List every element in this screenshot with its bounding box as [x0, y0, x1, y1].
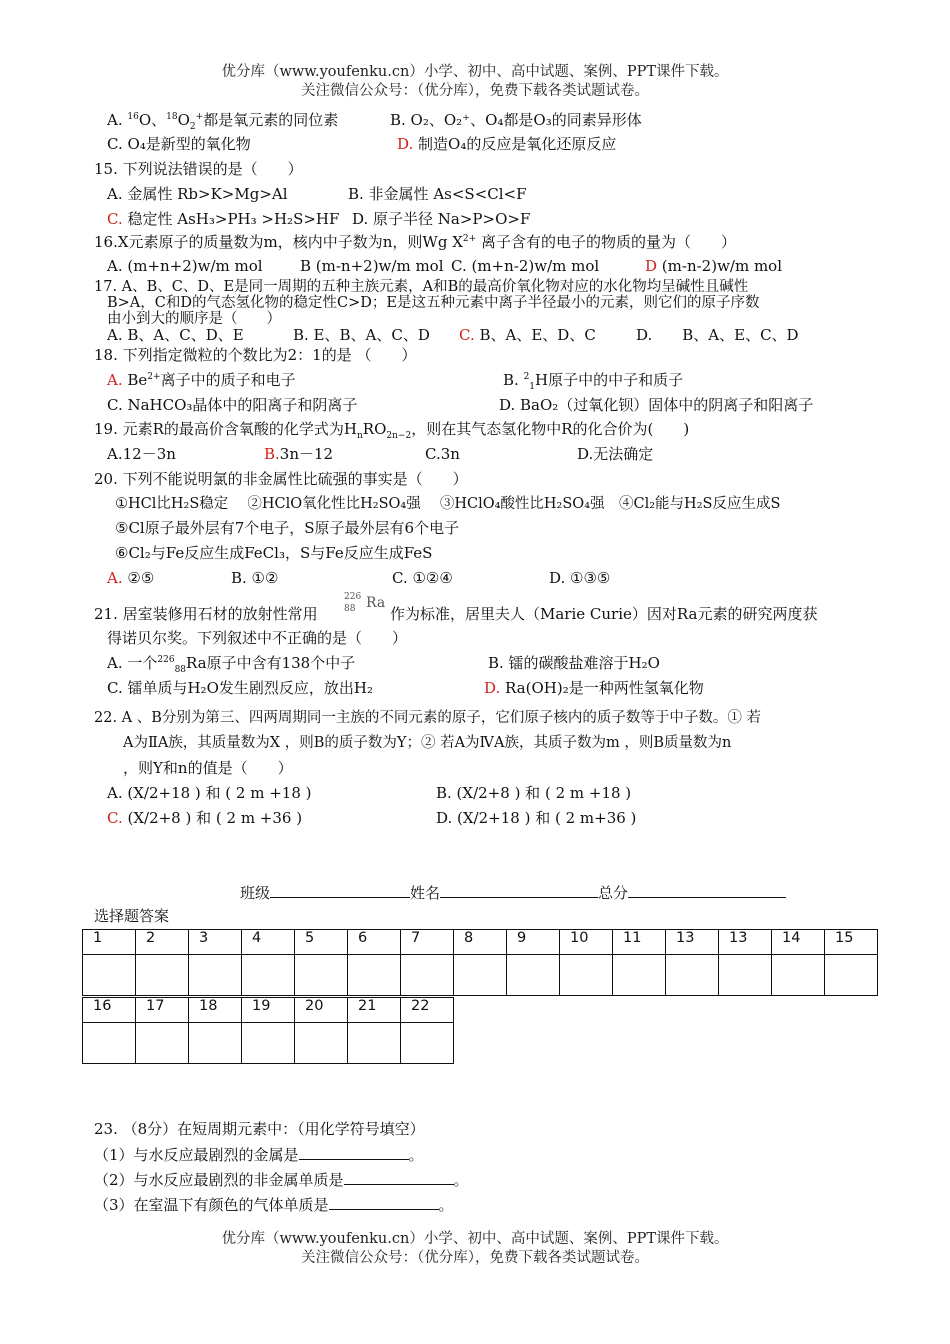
- q17-option-d: D. B、A、E、C、D: [636, 326, 799, 344]
- question-number-cell: 9: [507, 930, 560, 955]
- q20-option-b: B. ①②: [231, 569, 279, 587]
- q18-option-b: B. $^2_1$H原子中的中子和质子: [503, 371, 684, 392]
- answer-cell[interactable]: [83, 1023, 136, 1064]
- question-number-cell: 22: [401, 998, 454, 1023]
- q18-stem: 18. 下列指定微粒的个数比为2：1的是 （ ）: [94, 346, 417, 364]
- answer-cell[interactable]: [136, 955, 189, 996]
- class-label: 班级: [240, 884, 271, 902]
- q21-stem-end: 作为标准，居里夫人（Marie Curie）因对Ra元素的研究两度获: [390, 605, 818, 623]
- answer-table-1: [82, 929, 878, 996]
- q21-stem-line-2: 得诺贝尔奖。下列叙述中不正确的是（ ）: [107, 629, 408, 647]
- q15-stem: 15. 下列说法错误的是（ ）: [94, 160, 303, 178]
- footer-line-2: 关注微信公众号：（优分库），免费下载各类试题试卷。: [301, 1250, 649, 1266]
- q14-answer-mark: D.: [397, 135, 414, 153]
- q20-option-a: A. ②⑤: [107, 569, 155, 587]
- q22-option-a: A. (X/2+18 ) 和 ( 2 m +18 ): [107, 784, 312, 802]
- question-number-cell: 10: [560, 930, 613, 955]
- q22-stem-line-3: ，则Y和n的值是（ ）: [123, 759, 293, 777]
- q16-option-b: B (m-n+2)w/m mol: [300, 257, 444, 275]
- q16-stem: 16.X元素原子的质量数为m，核内中子数为n，则Wg $X^{2+}$ 离子含有的电子的物质的量为（ ）: [94, 233, 736, 251]
- question-number-cell: 16: [83, 998, 136, 1023]
- q21-option-c: C. 镭单质与H₂O发生剧烈反应，放出H₂: [107, 679, 373, 697]
- q23-part-1: （1）与水反应最剧烈的金属是 。: [94, 1146, 424, 1164]
- q15-answer-mark: C.: [107, 210, 123, 228]
- answer-cell[interactable]: [719, 955, 772, 996]
- q23-part-3: （3）在室温下有颜色的气体单质是 。: [94, 1196, 454, 1214]
- answer-cell[interactable]: [348, 1023, 401, 1064]
- header-line-1: 优分库（www.youfenku.cn）小学、初中、高中试题、案例、PPT课件下载。: [221, 64, 729, 80]
- q16-option-c: C. (m+n-2)w/m mol: [451, 257, 600, 275]
- answer-cell[interactable]: [242, 1023, 295, 1064]
- question-number-cell: 8: [454, 930, 507, 955]
- q15-option-d: D. 原子半径 Na>P>O>F: [352, 210, 531, 228]
- answer-cell[interactable]: [613, 955, 666, 996]
- question-number-cell: 11: [613, 930, 666, 955]
- q15-option-a: A. 金属性 Rb>K>Mg>Al: [107, 185, 288, 203]
- answer-cell[interactable]: [454, 955, 507, 996]
- answer-cell[interactable]: [189, 1023, 242, 1064]
- q17-option-a: A. B、A、C、D、E: [107, 326, 244, 344]
- question-number-cell: 15: [825, 930, 878, 955]
- answer-cell[interactable]: [295, 1023, 348, 1064]
- question-number-cell: 6: [348, 930, 401, 955]
- q21-stem-start: 21. 居室装修用石材的放射性常用: [94, 605, 318, 623]
- question-number-cell: 5: [295, 930, 348, 955]
- q23-stem: 23. （8分）在短周期元素中：（用化学符号填空）: [94, 1120, 425, 1138]
- q18-option-a: A. $Be^{2+}$离子中的质子和电子: [107, 371, 296, 389]
- q16-option-a: A. (m+n+2)w/m mol: [107, 257, 263, 275]
- q15-option-b: B. 非金属性 As<S<Cl<F: [348, 185, 527, 203]
- q22-answer-mark: C.: [107, 809, 123, 827]
- q21-option-b: B. 镭的碳酸盐难溶于H₂O: [488, 654, 660, 672]
- q17-option-c: C. B、A、E、D、C: [459, 326, 596, 344]
- q14-option-a: A. $^{16}$O、$^{18}O_2^+$都是氧元素的同位素: [107, 111, 339, 132]
- q23-answer-1[interactable]: [299, 1144, 409, 1160]
- answer-cell[interactable]: [507, 955, 560, 996]
- answer-cell[interactable]: [242, 955, 295, 996]
- answer-cell[interactable]: [401, 955, 454, 996]
- question-number-cell: 17: [136, 998, 189, 1023]
- footer-line-1: 优分库（www.youfenku.cn）小学、初中、高中试题、案例、PPT课件下载。: [221, 1231, 729, 1247]
- q15-option-c: C. 稳定性 AsH₃>PH₃ >H₂S>HF: [107, 210, 340, 228]
- q22-stem-line-1: 22. A 、B分别为第三、四两周期同一主族的不同元素的原子，它们原子核内的质子数等于中子数。① 若: [94, 710, 762, 726]
- q20-facts-line-1: ①HCl比H₂S稳定 ②HClO氧化性比H₂SO₄强 ③HClO₄酸性比H₂SO₄强 ④Cl₂能与H₂S反应生成S: [115, 496, 781, 512]
- q18-option-c: C. NaHCO₃晶体中的阳离子和阴离子: [107, 396, 358, 414]
- q22-option-d: D. (X/2+18 ) 和 ( 2 m+36 ): [436, 809, 637, 827]
- answer-cell[interactable]: [560, 955, 613, 996]
- q18-answer-mark: A.: [107, 371, 123, 389]
- question-number-cell: 4: [242, 930, 295, 955]
- q17-stem-line-2: B>A，C和D的气态氢化物的稳定性C>D；E是这五种元素中离子半径最小的元素，则它们的原子序数: [107, 295, 760, 311]
- q19-option-d: D.无法确定: [577, 445, 654, 463]
- answer-cell[interactable]: [83, 955, 136, 996]
- answer-cell[interactable]: [136, 1023, 189, 1064]
- header-line-2: 关注微信公众号：（优分库），免费下载各类试题试卷。: [301, 83, 649, 99]
- question-number-cell: 3: [189, 930, 242, 955]
- q14-option-c: C. O₄是新型的氧化物: [107, 135, 251, 153]
- student-info-line: [240, 882, 786, 903]
- q16-option-d: D (m-n-2)w/m mol: [645, 257, 783, 275]
- question-number-cell: 14: [772, 930, 825, 955]
- question-number-cell: 20: [295, 998, 348, 1023]
- q20-facts-line-3: ⑥Cl₂与Fe反应生成FeCl₃，S与Fe反应生成FeS: [115, 544, 433, 562]
- question-number-cell: 2: [136, 930, 189, 955]
- q14-option-b: B. O₂、O₂⁺、O₄都是O₃的同素异形体: [390, 111, 642, 129]
- q21-option-a: A. 一个$^{226}_{88}$Ra原子中含有138个中子: [107, 654, 356, 675]
- q22-stem-line-2: A为ⅡA族，其质量数为X ，则B的质子数为Y；② 若A为ⅣA族，其质子数为m ，则B质量数为n: [123, 735, 732, 751]
- score-label: 总分: [598, 884, 629, 902]
- q19-answer-mark: B.: [264, 445, 280, 463]
- answer-cell[interactable]: [772, 955, 825, 996]
- q19-option-c: C.3n: [425, 445, 460, 463]
- answer-cell[interactable]: [401, 1023, 454, 1064]
- answer-cell[interactable]: [295, 955, 348, 996]
- question-number-cell: 1: [83, 930, 136, 955]
- radium-nuclide-symbol: 226 88 Ra: [344, 592, 386, 614]
- answer-cell[interactable]: [825, 955, 878, 996]
- answer-cell[interactable]: [348, 955, 401, 996]
- q14-a-letter: A.: [107, 111, 123, 129]
- question-number-cell: 19: [242, 998, 295, 1023]
- q23-part-2: （2）与水反应最剧烈的非金属单质是 。: [94, 1171, 469, 1189]
- question-number-cell: 18: [189, 998, 242, 1023]
- name-label: 姓名: [410, 884, 441, 902]
- q20-option-c: C. ①②④: [392, 569, 453, 587]
- q19-option-a: A.12－3n: [107, 445, 176, 463]
- q20-option-d: D. ①③⑤: [549, 569, 611, 587]
- q18-option-d: D. BaO₂（过氧化钡）固体中的阴离子和阳离子: [499, 396, 814, 414]
- answer-cell[interactable]: [666, 955, 719, 996]
- q23-answer-3[interactable]: [329, 1194, 439, 1210]
- q23-answer-2[interactable]: [344, 1169, 454, 1185]
- answer-table-2: [82, 997, 454, 1064]
- q14-a-text: 都是氧元素的同位素: [203, 111, 339, 129]
- q21-answer-mark: D.: [484, 679, 501, 697]
- question-number-cell: 21: [348, 998, 401, 1023]
- q17-stem-line-3: 由小到大的顺序是（ ）: [107, 311, 281, 327]
- question-number-cell: 7: [401, 930, 454, 955]
- q20-facts-line-2: ⑤Cl原子最外层有7个电子，S原子最外层有6个电子: [115, 519, 460, 537]
- q20-stem: 20. 下列不能说明氯的非金属性比硫强的事实是（ ）: [94, 470, 468, 488]
- q17-stem-line-1: 17. A、B、C、D、E是同一周期的五种主族元素，A和B的最高价氧化物对应的水化物均呈碱性且碱性: [94, 279, 749, 295]
- answer-cell[interactable]: [189, 955, 242, 996]
- q19-option-b: B.3n－12: [264, 445, 334, 463]
- score-field[interactable]: [628, 882, 786, 898]
- q14-option-d: D. 制造O₄的反应是氧化还原反应: [397, 135, 617, 153]
- question-number-cell: 13: [719, 930, 772, 955]
- q21-option-d: D. Ra(OH)₂是一种两性氢氧化物: [484, 679, 704, 697]
- q17-option-b: B. E、B、A、C、D: [293, 326, 430, 344]
- q17-answer-mark: C.: [459, 326, 475, 344]
- q20-answer-mark: A.: [107, 569, 123, 587]
- q19-stem: 19. 元素R的最高价含氧酸的化学式为$H_nRO_{2n-2}$，则在其气态氢化物中R的化合价为( ): [94, 420, 690, 441]
- q16-answer-mark: D: [645, 257, 658, 275]
- class-field[interactable]: [270, 882, 410, 898]
- question-number-cell: 13: [666, 930, 719, 955]
- name-field[interactable]: [440, 882, 598, 898]
- answer-table-title: 选择题答案: [94, 907, 170, 925]
- q22-option-b: B. (X/2+8 ) 和 ( 2 m +18 ): [436, 784, 632, 802]
- q22-option-c: C. (X/2+8 ) 和 ( 2 m +36 ): [107, 809, 303, 827]
